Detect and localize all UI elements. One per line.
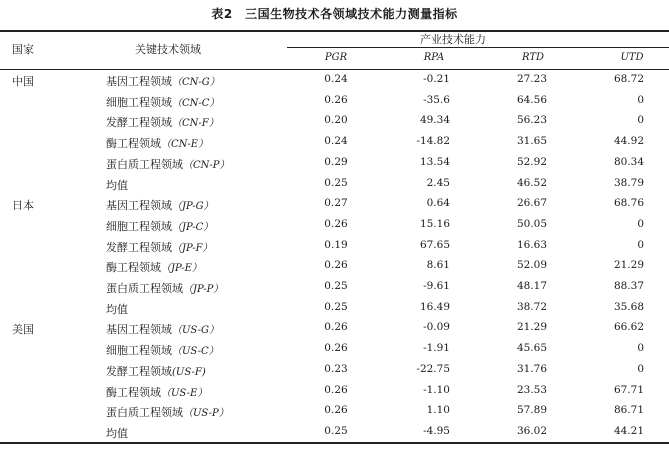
rtd-cell: 48.17 <box>516 280 547 292</box>
utd-cell: 21.29 <box>613 259 644 272</box>
rpa-cell: -35.6 <box>423 93 450 106</box>
table-row <box>0 280 669 300</box>
field-code: （CN-G） <box>172 77 220 88</box>
rpa-cell: -0.21 <box>423 73 450 85</box>
rtd-cell: 50.05 <box>516 217 547 230</box>
field-label: 均值 <box>106 178 128 192</box>
rpa-cell: 2.45 <box>426 176 450 189</box>
table-row <box>0 404 669 424</box>
field-label: 细胞工程领域 <box>106 95 172 109</box>
rtd-cell: 21.29 <box>516 321 547 334</box>
field-label: 蛋白质工程领域 <box>106 157 183 171</box>
field-cell <box>106 301 128 317</box>
table-row <box>0 73 669 93</box>
field-code: （JP-P） <box>183 284 224 295</box>
header-utd: UTD <box>620 52 644 63</box>
field-label: 基因工程领域 <box>106 323 172 337</box>
utd-cell: 35.68 <box>613 300 644 313</box>
field-cell <box>106 135 208 151</box>
field-code: (US-F) <box>172 366 206 378</box>
field-label: 均值 <box>106 302 128 316</box>
pgr-cell: 0.19 <box>324 238 348 251</box>
header-country: 国家 <box>12 43 34 56</box>
utd-cell: 0 <box>637 342 644 355</box>
country-cell: 中国 <box>12 75 34 88</box>
rtd-cell: 57.89 <box>516 404 547 417</box>
header-field: 关键技术领域 <box>135 43 201 56</box>
rpa-cell: -14.82 <box>416 135 450 148</box>
rtd-cell: 64.56 <box>516 93 547 106</box>
table-row <box>0 218 669 238</box>
table-row <box>0 259 669 279</box>
utd-cell: 0 <box>637 114 644 127</box>
table-row <box>0 321 669 341</box>
pgr-cell: 0.25 <box>324 280 348 292</box>
pgr-cell: 0.25 <box>324 176 348 189</box>
header-pgr: PGR <box>324 52 348 63</box>
rtd-cell: 38.72 <box>516 300 547 313</box>
field-cell <box>106 218 213 234</box>
field-label: 细胞工程领域 <box>106 344 172 358</box>
pgr-cell: 0.23 <box>324 362 348 375</box>
rtd-cell: 56.23 <box>516 114 547 127</box>
rpa-cell: 13.54 <box>419 155 450 168</box>
utd-cell: 88.37 <box>613 280 644 292</box>
field-cell <box>106 425 128 441</box>
pgr-cell: 0.25 <box>324 424 348 437</box>
field-code: （JP-G） <box>172 201 214 213</box>
field-cell <box>106 342 219 358</box>
field-cell <box>106 280 223 296</box>
table-row <box>0 301 669 321</box>
field-code: （JP-F） <box>172 242 213 254</box>
field-code: （CN-P） <box>183 159 230 171</box>
pgr-cell: 0.26 <box>324 321 348 334</box>
field-label: 酶工程领域 <box>106 385 161 399</box>
field-code: （CN-F） <box>172 118 219 130</box>
field-label: 细胞工程领域 <box>106 219 172 233</box>
rpa-cell: -9.61 <box>423 280 450 292</box>
field-label: 酶工程领域 <box>106 137 161 151</box>
utd-cell: 38.79 <box>613 176 644 189</box>
field-cell <box>106 259 202 275</box>
table-row <box>0 425 669 445</box>
utd-cell: 68.76 <box>613 197 644 210</box>
field-code: （US-E） <box>161 387 208 399</box>
pgr-cell: 0.27 <box>324 197 348 210</box>
field-label: 发酵工程领域 <box>106 116 172 130</box>
utd-cell: 66.62 <box>613 321 644 334</box>
field-label: 均值 <box>106 426 128 440</box>
rtd-cell: 16.63 <box>516 238 547 251</box>
utd-cell: 80.34 <box>613 155 644 168</box>
field-cell <box>106 321 219 337</box>
table-title: 表2 三国生物技术各领域技术能力测量指标 <box>211 7 458 21</box>
field-cell <box>106 384 207 400</box>
pgr-cell: 0.26 <box>324 259 348 272</box>
table-row <box>0 177 669 197</box>
header-capability-group: 产业技术能力 <box>420 33 486 46</box>
table-row <box>0 114 669 134</box>
utd-cell: 0 <box>637 362 644 375</box>
field-code: （CN-C） <box>172 97 220 109</box>
country-cell: 美国 <box>12 323 34 337</box>
field-code: （US-C） <box>172 346 219 358</box>
field-cell <box>106 363 206 379</box>
field-cell <box>106 404 229 420</box>
utd-cell: 68.72 <box>613 73 644 85</box>
field-label: 发酵工程领域 <box>106 240 172 254</box>
rtd-cell: 36.02 <box>516 424 547 437</box>
rpa-cell: -0.09 <box>423 321 450 334</box>
pgr-cell: 0.29 <box>324 155 348 168</box>
field-code: （JP-E） <box>161 263 202 275</box>
table-row <box>0 363 669 383</box>
pgr-cell: 0.26 <box>324 217 348 230</box>
utd-cell: 67.71 <box>613 383 644 396</box>
field-label: 酶工程领域 <box>106 261 161 275</box>
rtd-cell: 46.52 <box>516 176 547 189</box>
header-rule <box>0 69 669 70</box>
field-code: （CN-E） <box>161 139 209 151</box>
header-rtd: RTD <box>521 52 545 63</box>
pgr-cell: 0.26 <box>324 93 348 106</box>
table-row <box>0 384 669 404</box>
country-cell: 日本 <box>12 199 34 213</box>
rpa-cell: -1.91 <box>423 342 450 355</box>
field-cell <box>106 114 219 130</box>
field-code: （JP-C） <box>172 221 214 233</box>
rpa-cell: 16.49 <box>419 300 450 313</box>
field-label: 基因工程领域 <box>106 75 172 88</box>
field-cell <box>106 156 230 172</box>
header-rpa: RPA <box>423 52 445 63</box>
rtd-cell: 31.65 <box>516 135 547 148</box>
field-cell <box>106 177 128 193</box>
top-rule <box>0 30 669 32</box>
pgr-cell: 0.26 <box>324 404 348 417</box>
field-label: 基因工程领域 <box>106 199 172 213</box>
field-cell <box>106 239 213 255</box>
field-code: （US-P） <box>183 408 229 420</box>
table-row <box>0 342 669 362</box>
table-row <box>0 239 669 259</box>
rtd-cell: 52.92 <box>516 155 547 168</box>
rpa-cell: 67.65 <box>419 238 450 251</box>
rpa-cell: 49.34 <box>419 114 450 127</box>
rtd-cell: 31.76 <box>516 362 547 375</box>
rtd-cell: 52.09 <box>516 259 547 272</box>
utd-cell: 44.92 <box>613 135 644 148</box>
rpa-cell: 1.10 <box>426 404 450 417</box>
rtd-cell: 27.23 <box>516 73 547 85</box>
utd-cell: 86.71 <box>613 404 644 417</box>
field-cell <box>106 73 220 89</box>
rpa-cell: -22.75 <box>416 362 450 375</box>
utd-cell: 0 <box>637 93 644 106</box>
field-cell <box>106 94 219 110</box>
field-code: （US-G） <box>172 325 220 337</box>
subheader-rule <box>287 47 669 48</box>
utd-cell: 44.21 <box>613 424 644 437</box>
rtd-cell: 45.65 <box>516 342 547 355</box>
rtd-cell: 26.67 <box>516 197 547 210</box>
rpa-cell: -1.10 <box>423 383 450 396</box>
table-row <box>0 197 669 217</box>
pgr-cell: 0.24 <box>324 73 348 85</box>
rtd-cell: 23.53 <box>516 383 547 396</box>
pgr-cell: 0.26 <box>324 342 348 355</box>
field-label: 蛋白质工程领域 <box>106 406 183 420</box>
table-row <box>0 94 669 114</box>
pgr-cell: 0.26 <box>324 383 348 396</box>
rpa-cell: 15.16 <box>419 217 450 230</box>
rpa-cell: 8.61 <box>426 259 450 272</box>
pgr-cell: 0.24 <box>324 135 348 148</box>
pgr-cell: 0.20 <box>324 114 348 127</box>
utd-cell: 0 <box>637 238 644 251</box>
field-label: 蛋白质工程领域 <box>106 282 183 295</box>
rpa-cell: -4.95 <box>423 424 450 437</box>
rpa-cell: 0.64 <box>426 197 450 210</box>
utd-cell: 0 <box>637 217 644 230</box>
field-label: 发酵工程领域 <box>106 364 172 378</box>
field-cell <box>106 197 214 213</box>
pgr-cell: 0.25 <box>324 300 348 313</box>
table-row <box>0 156 669 176</box>
table-row <box>0 135 669 155</box>
